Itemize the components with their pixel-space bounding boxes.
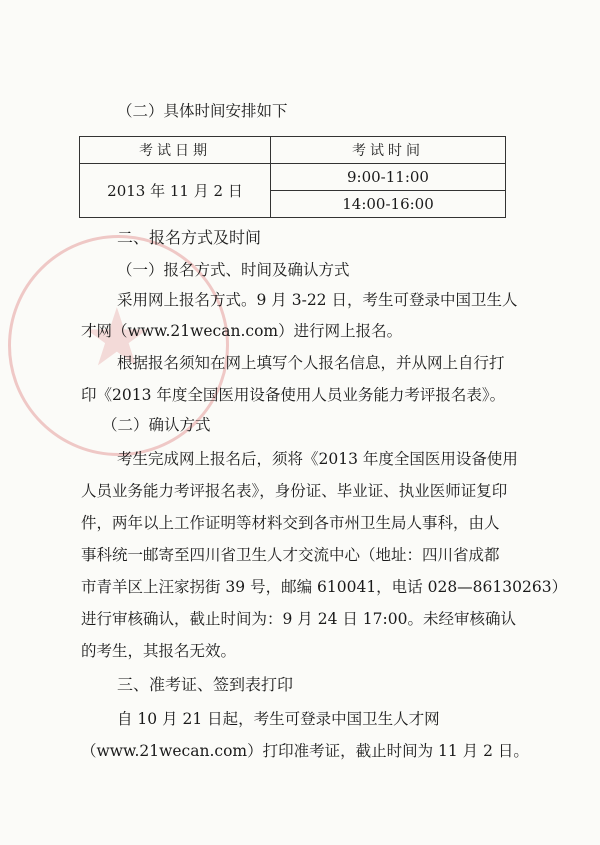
section-3-heading: 三、准考证、签到表打印	[117, 675, 294, 694]
schedule-subheading: （二）具体时间安排如下	[117, 102, 288, 120]
header-exam-time: 考试时间	[271, 137, 506, 164]
subsection-1-heading: （一）报名方式、时间及确认方式	[117, 261, 350, 279]
paragraph-line: （www.21wecan.com）打印准考证，截止时间为 11 月 2 日。	[81, 742, 529, 760]
paragraph-line: 市青羊区上汪家拐街 39 号，邮编 610041，电话 028—86130263）	[81, 578, 568, 596]
exam-time-cell: 9:00-11:00	[271, 164, 506, 191]
header-exam-date: 考试日期	[80, 137, 271, 164]
exam-time-cell: 14:00-16:00	[271, 191, 506, 218]
section-2-heading: 二、报名方式及时间	[117, 228, 262, 247]
table-row	[80, 164, 506, 191]
paragraph-line: 人员业务能力考评报名表》，身份证、毕业证、执业医师证复印	[81, 482, 508, 500]
exam-schedule-table	[79, 136, 506, 218]
paragraph-line: 考生完成网上报名后，须将《2013 年度全国医用设备使用	[117, 450, 518, 468]
paragraph-line: 自 10 月 21 日起，考生可登录中国卫生人才网	[117, 710, 440, 728]
subsection-2-heading: （二）确认方式	[102, 416, 211, 434]
seal-star-icon: ★	[81, 291, 153, 384]
exam-date-cell: 2013 年 11 月 2 日	[80, 164, 271, 218]
paragraph-line: 根据报名须知在网上填写个人报名信息，并从网上自行打	[117, 354, 505, 372]
paragraph-line: 事科统一邮寄至四川省卫生人才交流中心（地址：四川省成都	[81, 546, 500, 564]
paragraph-line: 印《2013 年度全国医用设备使用人员业务能力考评报名表》。	[81, 386, 506, 404]
paragraph-line: 采用网上报名方式。9 月 3-22 日，考生可登录中国卫生人	[117, 291, 518, 309]
paragraph-line: 才网（www.21wecan.com）进行网上报名。	[81, 322, 403, 340]
paragraph-line: 的考生，其报名无效。	[81, 642, 237, 660]
paragraph-line: 件，两年以上工作证明等材料交到各市州卫生局人事科，由人	[81, 514, 500, 532]
table-header-row	[80, 137, 506, 164]
paragraph-line: 进行审核确认，截止时间为：9 月 24 日 17:00。未经审核确认	[81, 610, 516, 628]
